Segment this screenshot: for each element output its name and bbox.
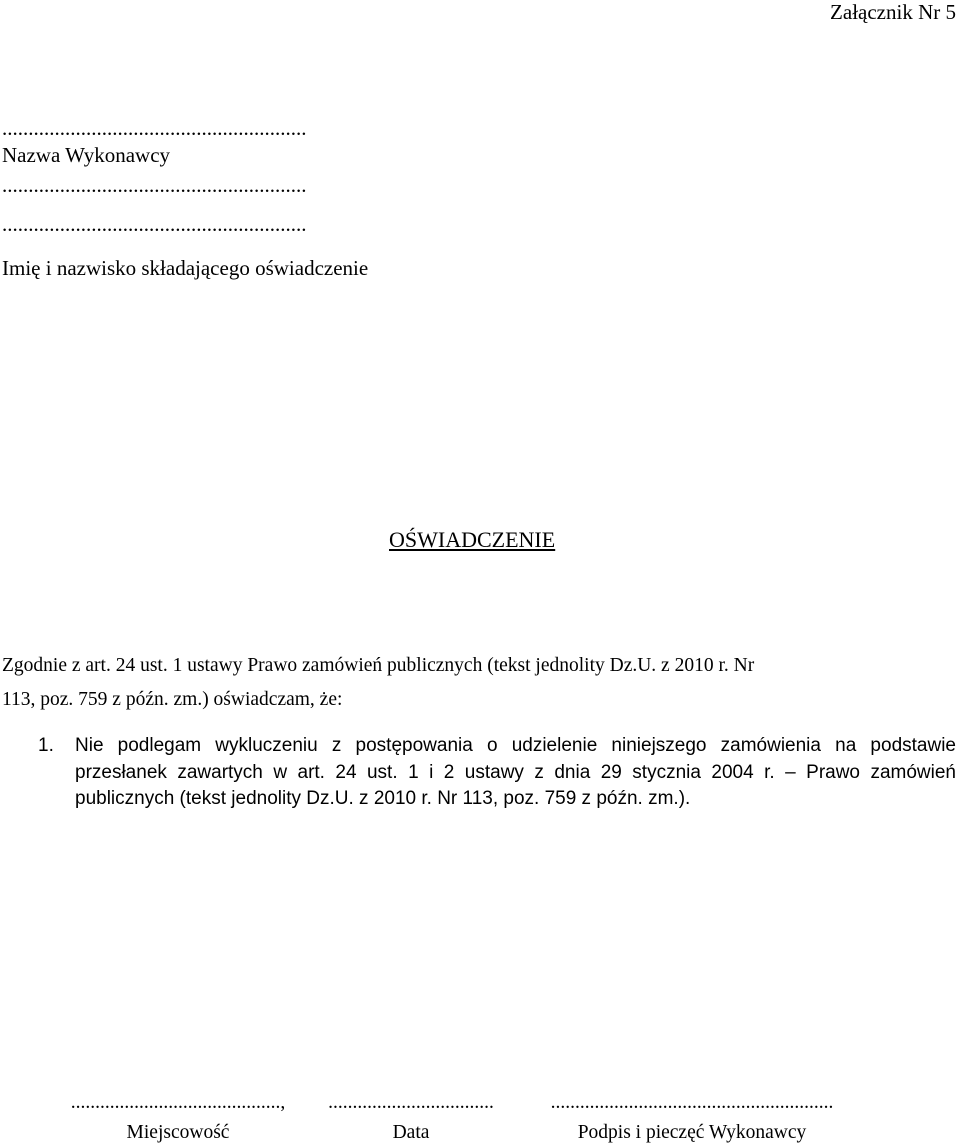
signature-label: Podpis i pieczęć Wykonawcy xyxy=(577,1122,807,1143)
place-dotted-line: ..........................................., xyxy=(70,1092,286,1113)
signer-name-label: Imię i nazwisko składającego oświadczenie xyxy=(2,256,369,280)
attachment-number: Załącznik Nr 5 xyxy=(830,0,956,24)
signer-name-dotted-line: .......................................................... xyxy=(2,212,307,236)
declaration-point-text: Nie podlegam wykluczeniu z postępowania o udzielenie niniejszego zamówienia na podstawie przesłanek zawartych w art. 24 ust. 1 i 2 ustawy z dnia 29 stycznia 2004 r. – Prawo zamówień publicznych (tekst jednolity Dz.U. z 2010 r. Nr 113, poz. 759 z późn. zm.). xyxy=(75,735,956,809)
document-title: OŚWIADCZENIE xyxy=(389,527,556,552)
intro-text-line-1: Zgodnie z art. 24 ust. 1 ustawy Prawo zamówień publicznych (tekst jednolity Dz.U. z 2010 r. Nr xyxy=(2,655,755,676)
place-label: Miejscowość xyxy=(126,1122,230,1143)
declaration-point xyxy=(38,733,956,813)
signature-dotted-line: .......................................................... xyxy=(550,1092,834,1113)
contractor-name-dotted-line: .......................................................... xyxy=(2,116,307,140)
date-signature-field xyxy=(323,1092,499,1146)
contractor-address-dotted-line: .......................................................... xyxy=(2,173,307,197)
intro-text-line-2: 113, poz. 759 z późn. zm.) oświadczam, że: xyxy=(2,689,343,710)
place-signature-field xyxy=(49,1092,307,1146)
declaration-point-number: 1. xyxy=(38,735,54,756)
date-dotted-line: .................................. xyxy=(328,1092,494,1113)
contractor-signature-field xyxy=(514,1092,870,1146)
date-label: Data xyxy=(392,1122,430,1143)
contractor-name-label: Nazwa Wykonawcy xyxy=(2,143,171,167)
